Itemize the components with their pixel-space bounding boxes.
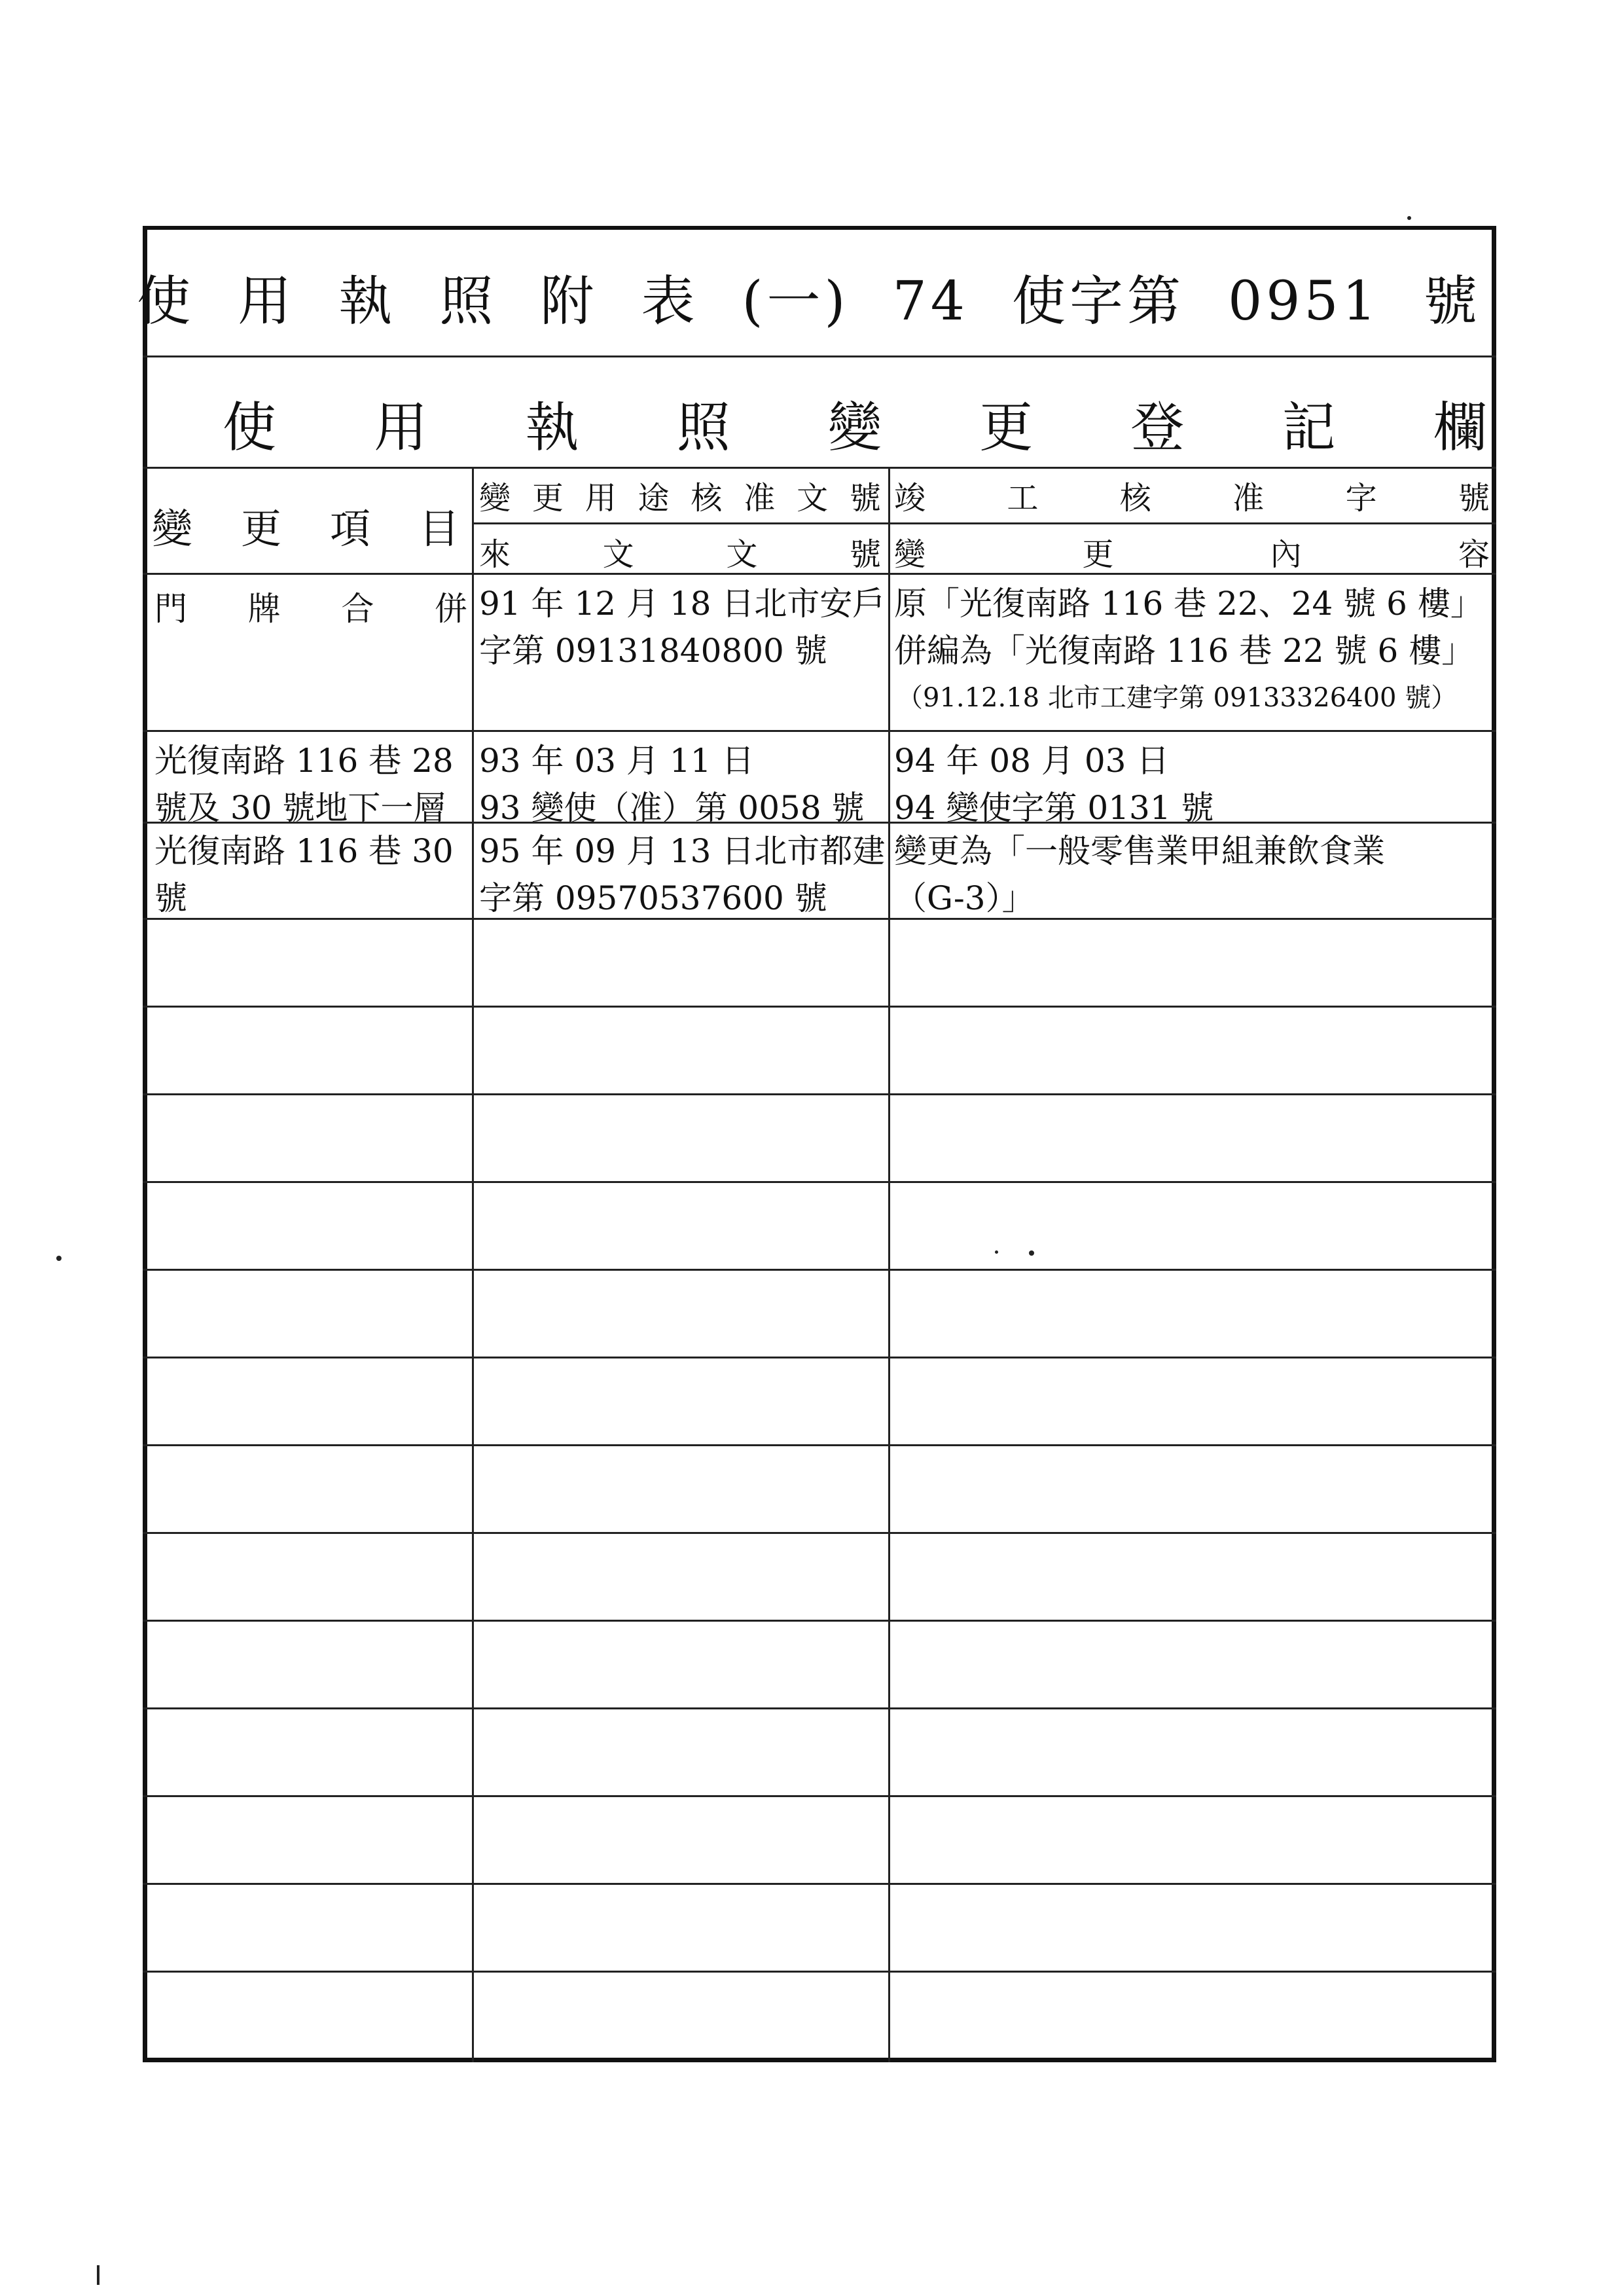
page-title: 使 用 執 照 附 表 (一) 74 使字第 0951 號 [137, 270, 1481, 333]
rule-row-6 [143, 1181, 1496, 1183]
header-change-item: 變 更 項 目 [152, 505, 459, 553]
row3-item: 光復南路 116 巷 30 號 [154, 832, 454, 917]
rule-header-split [472, 522, 1496, 524]
subtitle-char: 更 [979, 397, 1034, 459]
column-divider-2 [888, 467, 890, 2062]
subtitle-char: 欄 [1433, 397, 1487, 459]
subtitle-char: 照 [676, 397, 730, 459]
rule-row-4 [143, 1006, 1496, 1008]
row2-item: 光復南路 116 巷 28 號及 30 號地下一層 [154, 742, 454, 827]
rule-below-title [143, 355, 1496, 357]
rule-row-8 [143, 1357, 1496, 1358]
rule-row-15 [143, 1971, 1496, 1973]
scan-speck [1407, 216, 1411, 220]
rule-row-12 [143, 1707, 1496, 1709]
rule-row-14 [143, 1883, 1496, 1885]
row2-change-content: 94 年 08 月 03 日 94 變使字第 0131 號 [894, 742, 1214, 827]
rule-row-10 [143, 1532, 1496, 1534]
rule-row-1 [143, 730, 1496, 732]
subtitle-char: 使 [223, 397, 277, 459]
row1-note: （91.12.18 北市工建字第 09133326400 號） [897, 683, 1458, 713]
rule-row-11 [143, 1620, 1496, 1622]
row1-change-content: 原「光復南路 116 巷 22、24 號 6 樓」 併編為「光復南路 116 巷 22 號 6 樓」 （91.12.18 北市工建字第 09133326400 號） [894, 580, 1483, 721]
row1-doc-no: 91 年 12 月 18 日北市安戶 字第 09131840800 號 [479, 585, 886, 670]
header-completion-approval-no: 竣 工 核 准 字 號 [894, 480, 1490, 517]
rule-row-5 [143, 1093, 1496, 1095]
subtitle-char: 用 [374, 397, 428, 459]
rule-row-7 [143, 1269, 1496, 1271]
row3-doc-no: 95 年 09 月 13 日北市都建 字第 09570537600 號 [479, 832, 886, 917]
rule-row-13 [143, 1795, 1496, 1797]
column-divider-1 [472, 467, 474, 2062]
subtitle-char: 變 [827, 397, 882, 459]
scan-speck [56, 1256, 62, 1261]
subtitle-char: 記 [1282, 397, 1336, 459]
scan-speck [97, 2265, 99, 2285]
header-change-content: 變 更 內 容 [894, 536, 1490, 573]
page-subtitle [223, 385, 1487, 462]
rule-row-9 [143, 1444, 1496, 1446]
rule-below-subtitle [143, 467, 1496, 469]
header-approval-doc-no: 變 更 用 途 核 准 文 號 [479, 480, 881, 517]
header-incoming-doc-no: 來 文 文 號 [479, 536, 881, 573]
subtitle-char: 登 [1130, 397, 1185, 459]
row1-item: 門 牌 合 併 [154, 590, 467, 628]
row2-doc-no: 93 年 03 月 11 日 93 變使（准）第 0058 號 [479, 742, 865, 827]
row3-change-content: 變更為「一般零售業甲組兼飲食業 （G-3）」 [894, 832, 1385, 917]
subtitle-char: 執 [525, 397, 579, 459]
